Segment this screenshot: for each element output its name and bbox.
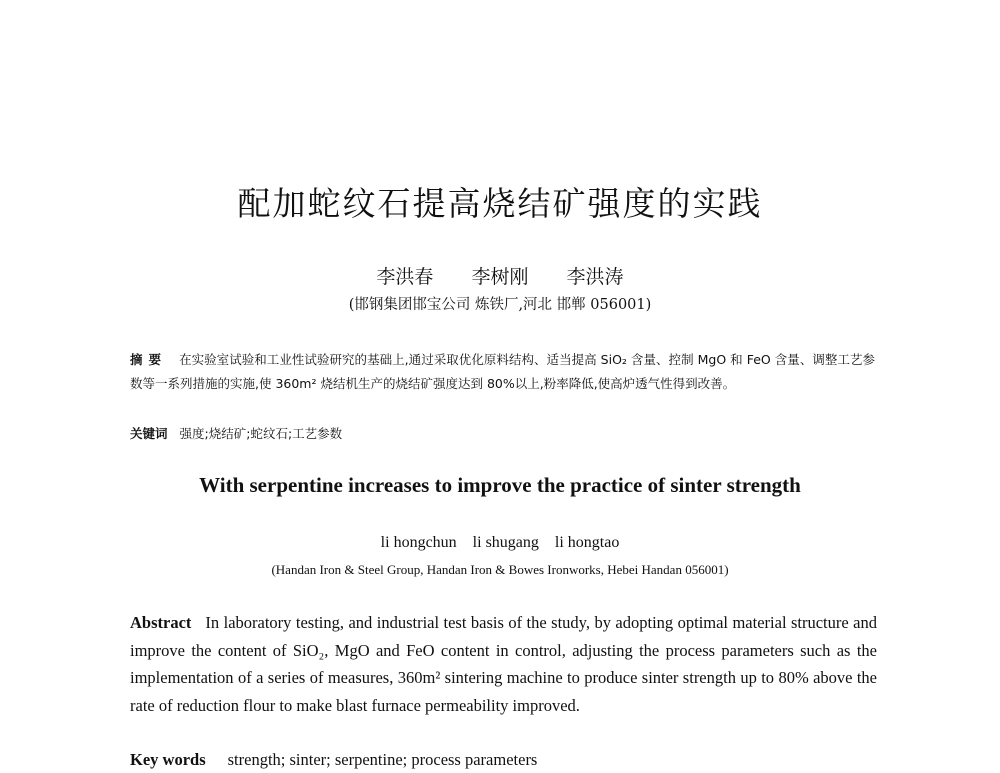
chinese-keywords [130,422,875,445]
english-abstract [130,609,877,719]
chinese-keywords-label: 关键词 [130,426,168,441]
chinese-authors [0,262,1000,289]
english-author-3: li hongtao [554,534,620,551]
english-abstract-text: In laboratory testing, and industrial test basis of the study, by adopting optimal material structure and improve the content of SiO₂, MgO and FeO content in control, adjusting the process parameters such as the implementation of a series of measures, 360m² sintering machine to produce sinter strength up to 80% above the rate of reduction flour to make blast furnace permeability improved. [130,613,877,715]
chinese-abstract [130,348,875,395]
english-abstract-label: Abstract [130,613,192,632]
english-title: With serpentine increases to improve the practice of sinter strength [199,473,801,497]
chinese-author-2: 李树刚 [471,266,529,288]
english-author-1: li hongchun [380,534,457,551]
english-affiliation: (Handan Iron & Steel Group, Handan Iron & Bowes Ironworks, Hebei Handan 056001) [271,562,729,577]
chinese-title: 配加蛇纹石提高烧结矿强度的实践 [237,184,763,223]
chinese-abstract-text: 在实验室试验和工业性试验研究的基础上,通过采取优化原料结构、适当提高 SiO₂ 含量、控制 MgO 和 FeO 含量、调整工艺参数等一系列措施的实施,使 360m² 烧结机生产的烧结矿强度达到 80%以上,粉率降低,使高炉透气性得到改善。 [130,352,875,391]
chinese-abstract-label: 摘要 [130,352,168,367]
chinese-affiliation: (邯钢集团邯宝公司 炼铁厂,河北 邯郸 056001) [348,297,652,313]
english-author-2: li shugang [472,534,539,551]
chinese-keywords-text: 强度;烧结矿;蛇纹石;工艺参数 [179,426,343,441]
english-authors [0,534,1000,552]
english-keywords-label: Key words [130,750,206,769]
chinese-author-3: 李洪涛 [566,266,624,288]
english-keywords-text: strength; sinter; serpentine; process parameters [227,750,538,769]
chinese-author-1: 李洪春 [376,266,434,288]
